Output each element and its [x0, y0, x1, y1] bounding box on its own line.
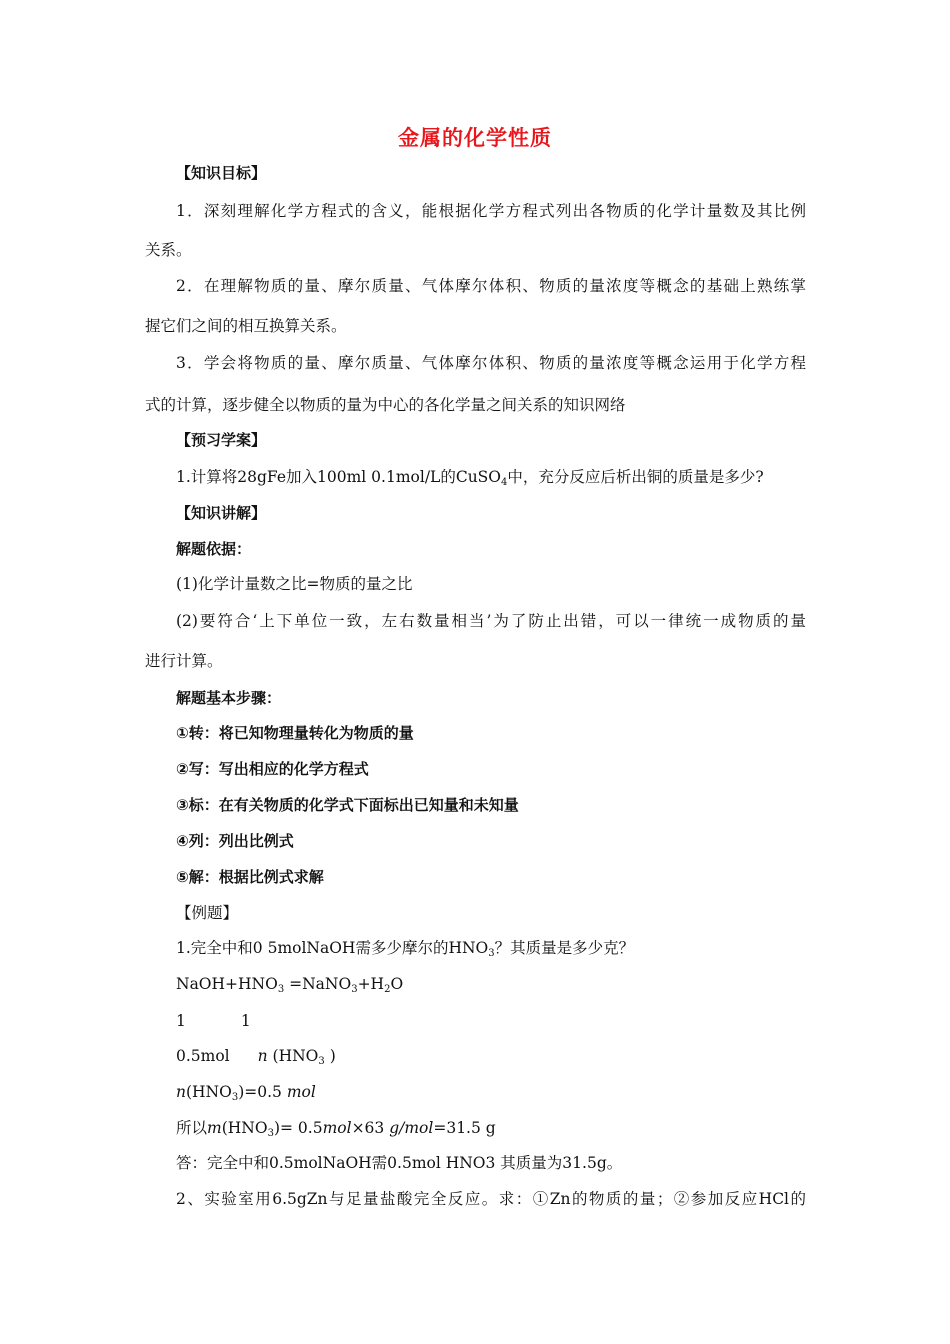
section-heading-preview: 【预习学案】 [176, 431, 267, 449]
objective-2-line2: 握它们之间的相互换算关系。 [145, 317, 347, 335]
objective-1-line2: 关系。 [145, 241, 192, 259]
preview-question-1: 1.计算将28gFe加入100ml 0.1mol/L的CuSO$_4$中，充分反应后析出铜的质量是多少? [176, 468, 764, 488]
example-equation: $NaOH+HNO_3$ $=NaNO_3+H_2O$ [176, 975, 404, 995]
section-heading-example: 【例题】 [176, 904, 239, 922]
objective-3-line1: 3．学会将物质的量、摩尔质量、气体摩尔体积、物质的量浓度等概念运用于化学方程 [176, 354, 806, 372]
step-1: ①转：将已知物理量转化为物质的量 [176, 724, 414, 742]
basis-item-2-line2: 进行计算。 [145, 652, 223, 670]
example-result-mass: 所以$m(HNO_3)= 0.5mol\times 63$ g/mol=31.5 g [176, 1119, 496, 1139]
example-result-n: $n(HNO_3)=0.5$ mol [176, 1083, 316, 1103]
example-answer: 答：完全中和0.5molNaOH需0.5mol HNO3 其质量为31.5g。 [176, 1154, 623, 1172]
basis-item-1: (1)化学计量数之比=物质的量之比 [176, 575, 413, 593]
objective-3-line2: 式的计算，逐步健全以物质的量为中心的各化学量之间关系的知识网络 [145, 396, 626, 414]
example-question-2: 2、实验室用6.5gZn与足量盐酸完全反应。求：①Zn的物质的量；②参加反应HCl的 [176, 1190, 806, 1208]
example-amount-row: 0.5mol n ($HNO_3$ ) [176, 1047, 336, 1067]
section-heading-explain: 【知识讲解】 [176, 504, 267, 522]
step-5: ⑤解：根据比例式求解 [176, 868, 324, 886]
step-2: ②写：写出相应的化学方程式 [176, 760, 369, 778]
example-ratio-row: 1 1 [176, 1012, 251, 1030]
steps-heading: 解题基本步骤： [176, 689, 282, 707]
document-title: 金属的化学性质 [398, 126, 552, 150]
example-question-1: 1.完全中和0 5molNaOH需多少摩尔的$HNO_3$？其质量是多少克？ [176, 939, 635, 959]
step-3: ③标：在有关物质的化学式下面标出已知量和未知量 [176, 796, 519, 814]
objective-2-line1: 2．在理解物质的量、摩尔质量、气体摩尔体积、物质的量浓度等概念的基础上熟练掌 [176, 277, 806, 295]
step-4: ④列：列出比例式 [176, 832, 294, 850]
basis-heading: 解题依据： [176, 540, 252, 558]
section-heading-objectives: 【知识目标】 [176, 164, 267, 182]
basis-item-2-line1: (2)要符合‘上下单位一致，左右数量相当’为了防止出错，可以一律统一成物质的量 [176, 612, 806, 630]
objective-1-line1: 1．深刻理解化学方程式的含义，能根据化学方程式列出各物质的化学计量数及其比例 [176, 202, 806, 220]
